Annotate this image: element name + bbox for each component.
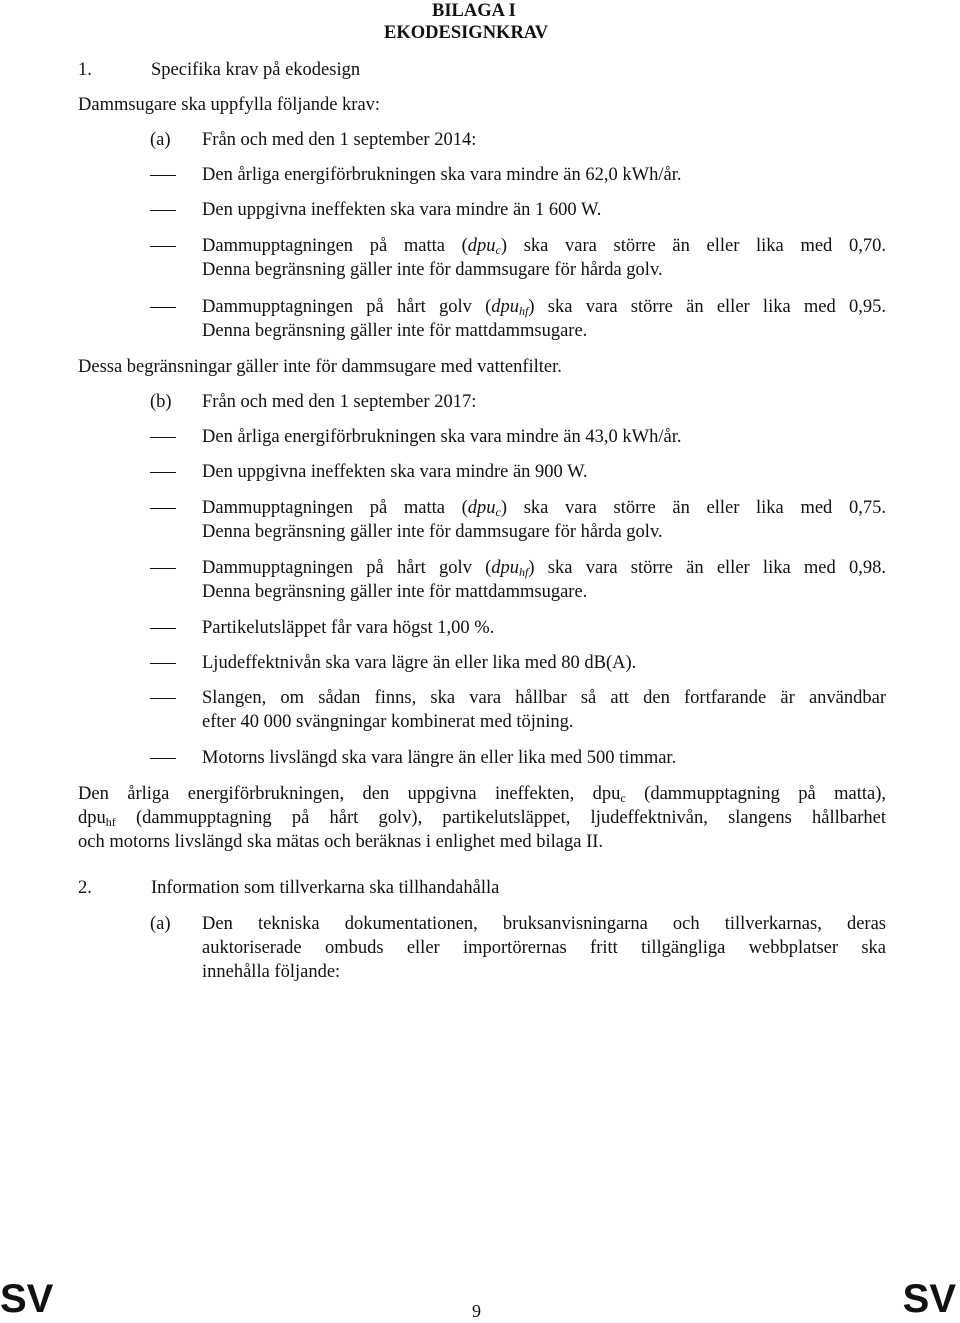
dash-bullet [150,472,176,473]
list-item-text: efter 40 000 svängningar kombinerat med töjning. [202,712,574,732]
list-item-text: Slangen, om sådan finns, ska vara hållbar så att den fortfarande är användbar [202,688,886,708]
list-item-text: Dammupptagningen på hårt golv (dpu$_{hf}$) ska vara större än eller lika med 0,98. [202,558,886,579]
dash-bullet [150,246,176,247]
dash-bullet [150,663,176,664]
note-paragraph: Dessa begränsningar gäller inte för dammsugare med vattenfilter. [78,357,562,377]
dash-bullet [150,698,176,699]
dash-bullet [150,175,176,176]
intro-paragraph: Dammsugare ska uppfylla följande krav: [78,95,381,115]
annex-header [384,0,548,44]
list-item-text: Den årliga energiförbrukningen ska vara mindre än 43,0 kWh/år. [202,427,682,447]
section-number: 1. [78,60,92,80]
dash-bullet [150,437,176,438]
section-number: 2. [78,878,92,898]
list-item-text: Den uppgivna ineffekten ska vara mindre än 900 W. [202,462,588,482]
list-item-text: Denna begränsning gäller inte för mattdammsugare. [202,321,588,341]
section-title: Information som tillverkarna ska tillhandahålla [151,878,500,898]
list-item-text: Partikelutsläppet får vara högst 1,00 %. [202,618,495,638]
summary-line: och motorns livslängd ska mätas och beräknas i enlighet med bilaga II. [78,832,604,852]
dash-bullet [150,628,176,629]
footer-language-right: SV [902,1277,956,1321]
summary-line: Den årliga energiförbrukningen, den uppgivna ineffekten, dpu$_c$ (dammupptagning på matta), [78,784,887,805]
dash-bullet [150,210,176,211]
list-item-text: Denna begränsning gäller inte för mattdammsugare. [202,582,588,602]
subsection-title: Från och med den 1 september 2014: [202,130,477,150]
dpu-symbol: dpu [491,558,520,578]
dash-bullet [150,508,176,509]
page-number: 9 [472,1301,481,1321]
list-item-text: Motorns livslängd ska vara längre än eller lika med 500 timmar. [202,748,677,768]
dpu-symbol: dpu [467,498,496,518]
list-item-text: Ljudeffektnivån ska vara lägre än eller lika med 80 dB(A). [202,653,637,673]
subsection-title: Från och med den 1 september 2017: [202,392,477,412]
annex-subtitle: EKODESIGNKRAV [384,23,549,43]
list-item-text: Den uppgivna ineffekten ska vara mindre än 1 600 W. [202,200,602,220]
dash-bullet [150,758,176,759]
paragraph-line: auktoriserade ombuds eller importörernas fritt tillgängliga webbplatser ska [202,938,886,958]
paragraph-line: innehålla följande: [202,962,341,982]
annex-title: BILAGA I [432,1,516,21]
list-item-text: Denna begränsning gäller inte för dammsugare för hårda golv. [202,260,663,280]
section-title: Specifika krav på ekodesign [151,60,361,80]
list-item-text: Den årliga energiförbrukningen ska vara mindre än 62,0 kWh/år. [202,165,682,185]
subsection-label: (a) [150,130,171,150]
list-item-text: Dammupptagningen på hårt golv (dpu$_{hf}$) ska vara större än eller lika med 0,95. [202,297,886,318]
subsection-label: (a) [150,914,171,934]
paragraph-line: Den tekniska dokumentationen, bruksanvisningarna och tillverkarnas, deras [202,914,886,934]
dash-bullet [150,307,176,308]
summary-line: dpu$_{hf}$ (dammupptagning på hårt golv), partikelutsläppet, ljudeffektnivån, slangens hållbarhet [78,808,886,829]
list-item-text: Denna begränsning gäller inte för dammsugare för hårda golv. [202,522,663,542]
dash-bullet [150,568,176,569]
summary-paragraph [78,782,886,854]
subsection-label: (b) [150,392,172,412]
dpu-symbol: dpu [491,297,520,317]
footer-language-left: SV [0,1277,54,1321]
list-item-text: Dammupptagningen på matta (dpu$_c$) ska vara större än eller lika med 0,70. [202,236,886,257]
dpu-symbol: dpu [467,236,496,256]
list-item-text: Dammupptagningen på matta (dpu$_c$) ska vara större än eller lika med 0,75. [202,498,886,519]
